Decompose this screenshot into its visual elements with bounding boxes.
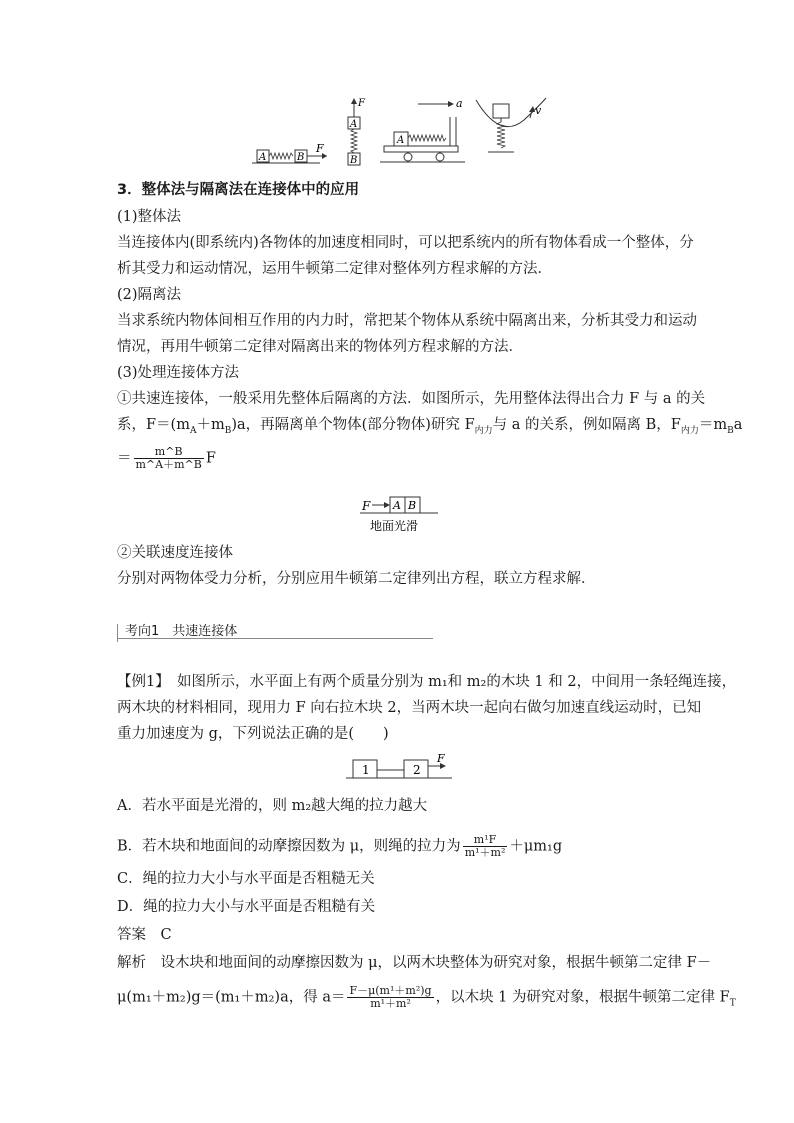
- p3-l3-f: F: [205, 450, 216, 467]
- fig2-label-b: B: [350, 155, 358, 166]
- p3-l2-sub-a: A: [189, 425, 197, 436]
- figure-ab-smooth: [0, 493, 794, 543]
- fig2-label-f: F: [358, 98, 365, 109]
- fig3-label-a-accel: a: [456, 97, 463, 110]
- figure-horizontal-spring: [252, 142, 327, 163]
- ab-fig-a: A: [393, 499, 401, 512]
- p3-heading: (3)处理连接体方法: [117, 365, 240, 381]
- option-c: C．绳的拉力大小与水平面是否粗糙无关: [117, 871, 375, 887]
- analysis-l2-sub-t: T: [729, 998, 736, 1009]
- figure-blocks-1-2: [0, 752, 794, 792]
- option-b-tail: ＋μm₁g: [509, 838, 563, 855]
- answer: 答案 C: [117, 927, 172, 943]
- option-b-fraction: [463, 834, 508, 859]
- p3-l2-part-a: 系，F＝(m: [117, 417, 190, 433]
- figure-vertical-spring: [348, 98, 366, 166]
- p3-line-3: [117, 446, 216, 471]
- figure-cart: [380, 97, 465, 162]
- option-d: D．绳的拉力大小与水平面是否粗糙有关: [117, 899, 376, 915]
- analysis-frac-den: m¹＋m²: [370, 997, 411, 1010]
- analysis-fraction: [347, 985, 433, 1010]
- p3-l2-part-i: ＝m: [698, 417, 728, 433]
- p3-l2-part-g: 与 a 的关系，例如隔离 B，F: [492, 417, 681, 433]
- p3-l2-sub-b: B: [224, 425, 232, 436]
- example-block-2: 2: [413, 763, 421, 777]
- p1-line-2: 析其受力和运动情况，运用牛顿第二定律对整体列方程求解的方法．: [117, 261, 552, 277]
- p3-l2-sub-b2: B: [727, 425, 734, 436]
- p3-l2-part-c: ＋m: [196, 417, 225, 433]
- fig1-label-b: B: [297, 152, 305, 163]
- section-header-text: 考向1 共速连接体: [125, 624, 238, 639]
- option-b-num: m¹F: [463, 834, 508, 847]
- p3-l3-eq: ＝: [117, 450, 132, 467]
- fig1-label-a: A: [259, 152, 267, 163]
- p2-line-2: 情况，再用牛顿第二定律对隔离出来的物体列方程求解的方法．: [117, 339, 523, 355]
- example-line-1: 【例1】 如图所示，水平面上有两个质量分别为 m₁和 m₂的木块 1 和 2，中间用一条轻绳连接，: [117, 674, 737, 690]
- analysis-line-1: 解析 设木块和地面间的动摩擦因数为 μ，以两木块整体为研究对象，根据牛顿第二定律 F－: [117, 955, 712, 971]
- option-a: A．若水平面是光滑的，则 m₂越大绳的拉力越大: [117, 798, 428, 814]
- analysis-line-2: [117, 985, 736, 1013]
- top-figures: [0, 0, 794, 170]
- p1-line-1: 当连接体内(即系统内)各物体的加速度相同时，可以把系统内的所有物体看成一个整体，分: [117, 235, 694, 251]
- p3-fraction: [134, 446, 204, 471]
- p3-frac-den: m^A＋m^B: [135, 458, 202, 471]
- p2-heading: (2)隔离法: [117, 287, 182, 303]
- p3-l2-part-k: a: [733, 417, 743, 433]
- fig1-label-f: F: [316, 142, 324, 155]
- option-b-text: B．若木块和地面间的动摩擦因数为 μ，则绳的拉力为: [117, 838, 461, 855]
- example-block-1: 1: [362, 763, 370, 777]
- ab-fig-f: F: [362, 499, 371, 513]
- option-b: [117, 834, 562, 859]
- section-header-vline: [117, 624, 118, 642]
- p3-l2-part-e: )a，再隔离单个物体(部分物体)研究 F: [231, 417, 475, 433]
- p1-heading: (1)整体法: [117, 209, 182, 225]
- p3-l2-sub-inner-2: 内力: [680, 425, 699, 436]
- p3-line-2: [117, 415, 742, 441]
- section-header-box: [117, 620, 433, 642]
- p4-line-1: 分别对两物体受力分析，分别应用牛顿第二定律列出方程，联立方程求解．: [117, 571, 596, 587]
- p3-line-1: ①共速连接体，一般采用先整体后隔离的方法．如图所示，先用整体法得出合力 F 与 a 的关: [117, 391, 706, 407]
- example-line-3: 重力加速度为 g，下列说法正确的是( ): [117, 726, 389, 742]
- fig4-label-v: v: [535, 104, 542, 117]
- p2-line-1: 当求系统内物体间相互作用的内力时，常把某个物体从系统中隔离出来，分析其受力和运动: [117, 313, 697, 329]
- ab-fig-b: B: [408, 499, 417, 512]
- p4-heading: ②关联速度连接体: [117, 545, 233, 561]
- p3-frac-num: m^B: [134, 446, 204, 459]
- fig3-label-a: A: [397, 135, 405, 146]
- example-line-2: 两木块的材料相同，现用力 F 向右拉木块 2，当两木块一起向右做匀加速直线运动时，已知: [117, 700, 702, 716]
- analysis-l2-b: ，以木块 1 为研究对象，根据牛顿第二定律 F: [435, 989, 730, 1006]
- example-fig-f: F: [437, 752, 445, 765]
- fig2-label-a: A: [350, 119, 358, 130]
- analysis-frac-num: F－μ(m¹＋m²)g: [349, 984, 432, 997]
- p3-l2-sub-inner-1: 内力: [474, 425, 493, 436]
- option-b-den: m¹＋m²: [464, 846, 506, 859]
- analysis-l2-a: μ(m₁＋m₂)g＝(m₁＋m₂)a，得 a＝: [117, 989, 346, 1006]
- figure-bowl: [476, 98, 546, 152]
- section3-title: 3．整体法与隔离法在连接体中的应用: [117, 182, 360, 198]
- ab-fig-caption: 地面光滑: [370, 519, 419, 533]
